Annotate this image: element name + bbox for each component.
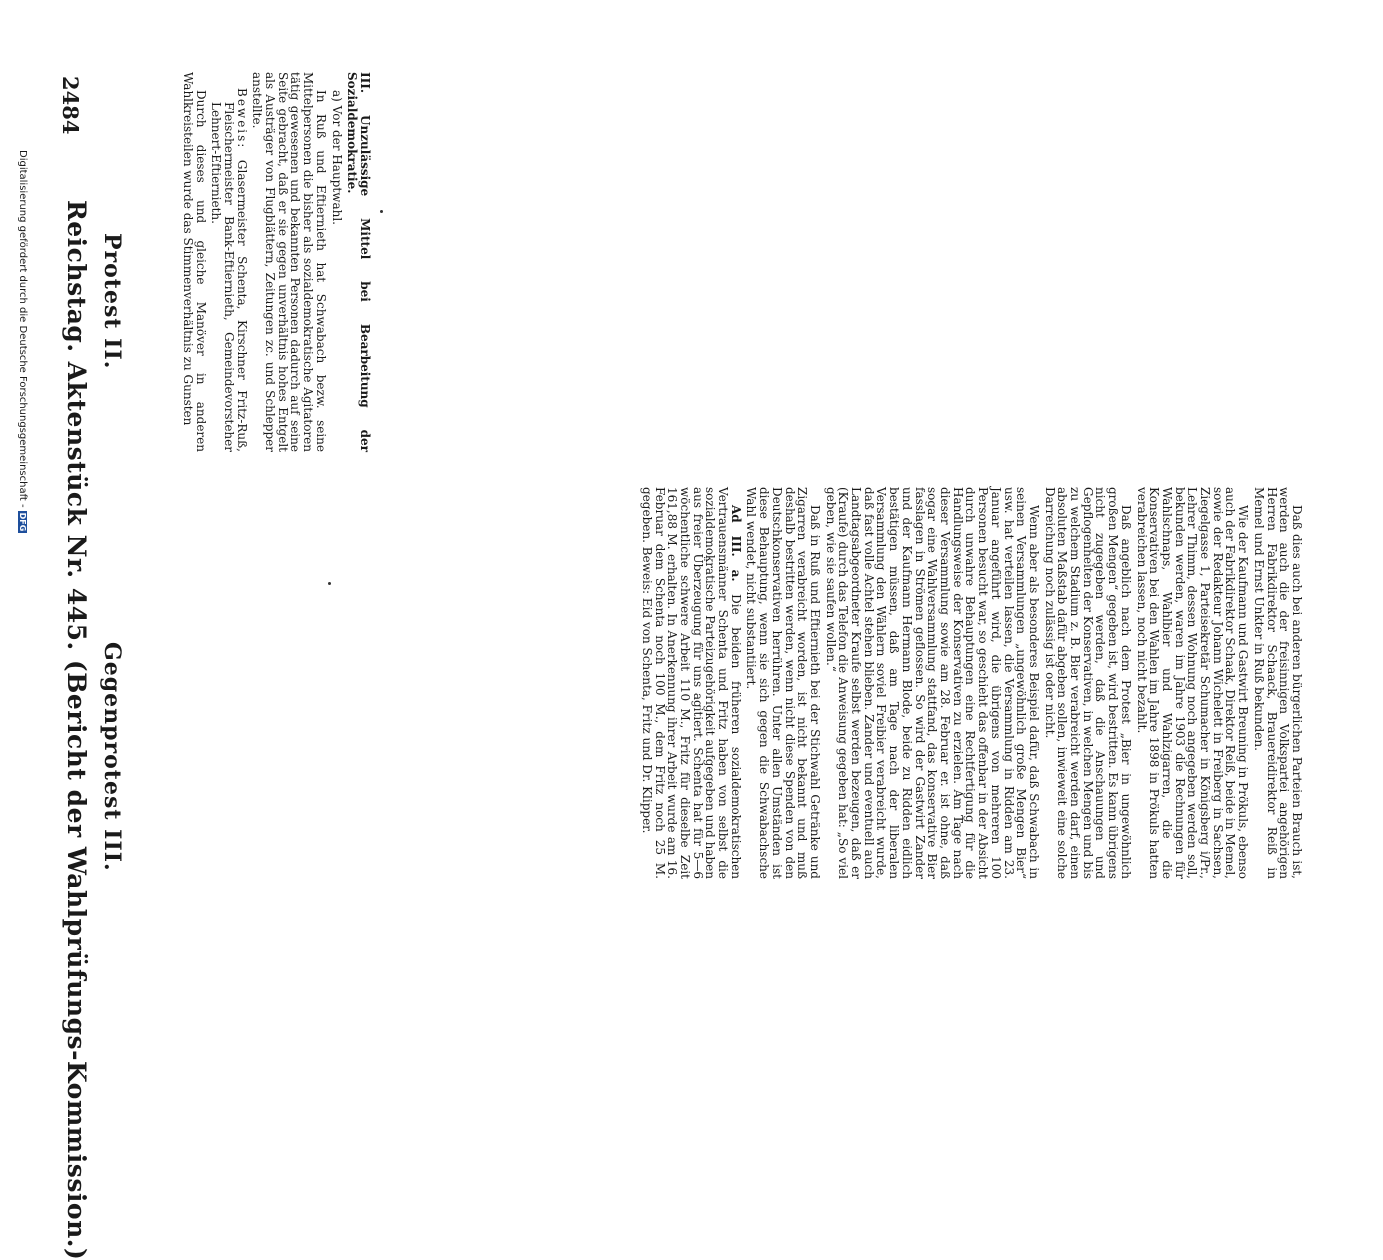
ad-iii-paragraph: [640, 487, 742, 879]
ad-iii-text: Die beiden früheren sozialdemokratischen Vertrauensmänner Schenta und Fritz haben von selbst die sozialdemokratische Parteizugehörigkeit aufgegeben und haben aus freier Überzeugung für uns agitiert. Schenta hat für 5—6 wöchentliche schwere Arbeit 110 M., Fritz für dieselbe Zeit 161,88 M. erhalten. In Anerkennung ihrer Arbeit wurde am 16. Februar dem Schenta noch 100 M., dem Fritz noch 25 M. gegeben. Beweis: Eid von Schenta, Fritz und Dr. Klipper.: [639, 487, 743, 880]
right-paragraph-5: Daß in Ruß und Eftiernieth bei der Stichwahl Getränke und Zigarren verabreicht worden, ist nicht bekannt und muß deshalb bestritten werden, wenn nicht diese Spenden von den Deutschkonservativen herrühren. Unter allen Umständen ist diese Behauptung, wenn sie sich gegen die Schwabachsche Wahl wendet, nicht substantiiert.: [744, 487, 822, 879]
right-paragraph-4: Wenn aber als besonderes Beispiel dafür, daß Schwabach in seinen Versammlungen „ungewöhnlich große Mengen Bier“ usw. hat verteilen lassen, die Versammlung in Ridden am 23. Januar angeführt wird, die übrigens von mehreren 100 Personen besucht war, so geschieht das offenbar in der Absicht durch unwahre Behauptungen eine Rechtfertigung für die Handlungsweise der Konservativen zu erzielen. Am Tage nach dieser Versammlung sowie am 28. Februar er. ist ohne, daß sogar eine Wahlversammlung stattfand, das konservative Bier fasslagen in Strömen geflossen. So wird der Gastwirt Zander und der Kaufmann Hermann Blode, beide zu Ridden eidlich bestätigen müssen, daß am Tage nach der liberalen Versammlung den Wählern soviel Freibier verabreicht wurde, daß fast volle Achtel stehen blieben. Zander und eventuell auch Landtagsabgeordneter Kraufe selbst werden bezeugen, daß er (Kraufe) durch das Telefon die Anweisung gegeben hat: „So viel geben, wie sie saufen wollen.“: [823, 487, 1041, 879]
beweis-text: Glasermeister Schenta, Kirschner Fritz-Ruß, Fleischermeister Bank-Eftiernieth, Gemeindevorsteher Lehnert-Eftiernieth.: [209, 102, 249, 452]
right-paragraph-2: Wie der Kaufmann und Gastwirt Breuning in Prökuls, ebenso auch der Fabrikdirektor Schaak, Direktor Reiß, beide in Memel, sowie der Redakteur Johann Wichelett in Freiberg in Sachsen, Ziegelgasse 1, Parteisekretär Schumacher in Königsberg i/Pr., Lehrer Thimm, dessen Wohnung noch angegeben werden soll, bekunden werden, waren im Jahre 1903 die Rechnungen für Wahlschnaps, Wahlbier und Wahlzigarren, die die Konservativen bei den Wahlen im Jahre 1898 in Prökuls hatten verabreichen lassen, noch nicht bezahlt.: [1134, 487, 1251, 879]
beweis-block: [210, 72, 248, 452]
dfg-logo: DFG: [18, 512, 27, 532]
section-title-text: III. Unzulässige Mittel bei Bearbeitung der Sozialdemokratie.: [345, 72, 372, 452]
left-paragraph-1: In Ruß und Eftiernieth hat Schwabach bezw. seine Mittelpersonen die bisher als sozialdemokratische Agitatoren tätig gewesenen und bekannten Personen dadurch auf seine Seite gebracht, daß er sie gegen unverhältnis hohes Entgelt als Austräger von Flugblättern, Zeitungen zc. und Schlepper anstellte.: [250, 72, 328, 452]
left-column: [178, 72, 371, 452]
left-column-heading: Protest II.: [99, 233, 125, 370]
right-paragraph-3: Daß angeblich nach dem Protest „Bier in ungewöhnlich großen Mengen“ gegeben ist, wird bestritten. Es kann übrigens nicht zugegeben werden, daß die Anschauungen und Gepflogenheiten der Konservativen, in welchen Mengen und bis zu welchem Stadium z. B. Bier verabreicht werden darf, einen absoluten Maßstab dafür abgeben sollen, inwieweit eine solche Darreichung noch zulässig ist oder nicht.: [1042, 487, 1133, 879]
gegenprotest-text-content: [637, 487, 1303, 879]
footer-text: Digitalisierung gefördert durch die Deutsche Forschungsgemeinschaft -: [17, 150, 28, 508]
page-number: 2484: [58, 76, 83, 135]
beweis-label: Beweis:: [234, 88, 249, 150]
section-title: [346, 72, 371, 452]
right-column-heading: Gegenprotest III.: [99, 642, 125, 872]
ad-iii-label: Ad III. a.: [728, 505, 743, 582]
right-paragraph-1: Daß dies auch bei anderen bürgerlichen Parteien Brauch ist, werden auch die der freisinnigen Volkspartei angehörigen Herren Fabrikdirektor Schaack, Brauereidirektor Reiß in Memel und Ernst Unkter in Ruß bekunden.: [1251, 487, 1304, 879]
subheading: a) Vor der Hauptwahl.: [329, 90, 344, 225]
scan-speck: [380, 210, 383, 213]
left-paragraph-2: Durch dieses und gleiche Manöver in anderen Wahlkreisteilen wurde das Stimmenverhältnis zu Gunsten: [180, 72, 208, 452]
digitization-footer: [17, 150, 28, 533]
page-header: Reichstag. Aktenstück Nr. 445. (Bericht der Wahlprüfungs-Kommission.): [62, 200, 91, 1260]
scan-speck: [328, 582, 331, 585]
